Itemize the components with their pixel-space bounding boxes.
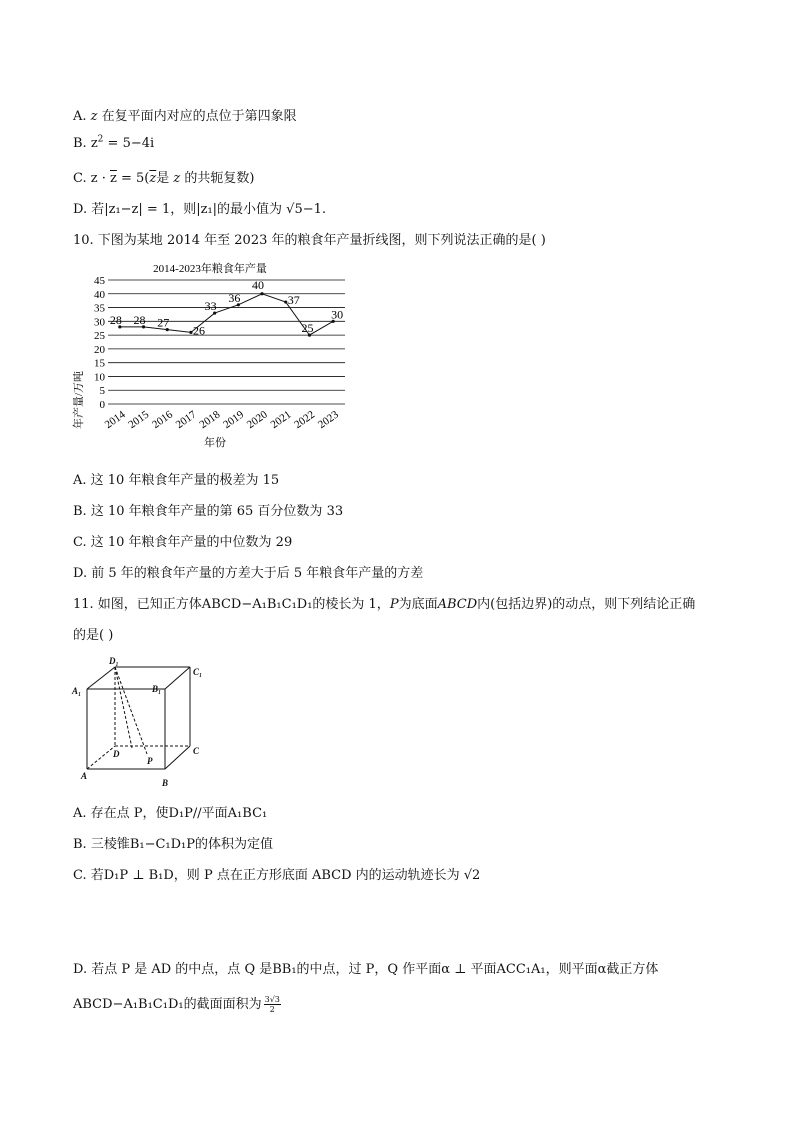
chart-grid — [108, 277, 345, 404]
cube-label-p: P — [147, 756, 153, 766]
chart-y-ticks — [94, 275, 106, 411]
chart-y-tick-label: 35 — [94, 302, 105, 315]
chart-y-tick-label: 15 — [94, 357, 105, 370]
option-b-text: = 5−4i — [103, 136, 155, 151]
option-a-text: 在复平面内对应的点位于第四象限 — [97, 109, 297, 124]
chart-data-label: 33 — [204, 299, 217, 314]
grain-production-chart — [70, 258, 360, 458]
chart-x-tick-label: 2020 — [244, 408, 270, 432]
chart-x-tick-label: 2015 — [126, 408, 152, 432]
chart-point — [260, 292, 263, 295]
cube-label-b: B — [162, 778, 169, 788]
q11-option-d-text: ABCD−A₁B₁C₁D₁的截面面积为 — [73, 997, 262, 1012]
q11-stem-line2: 的是( ) — [73, 628, 114, 643]
chart-data-label: 28 — [133, 312, 146, 327]
cube-label-d1: D₁ — [109, 656, 119, 666]
chart-y-tick-label: 0 — [99, 399, 105, 411]
q11-option-b: B. 三棱锥B₁−C₁D₁P的体积为定值 — [73, 837, 274, 852]
option-c-zbar2: $\overline{z}$ — [149, 171, 157, 186]
q11-option-a: A. 存在点 P，使D₁P//平面A₁BC₁ — [73, 806, 268, 821]
q10-option-b: B. 这 10 年粮食年产量的第 65 百分位数为 33 — [73, 504, 344, 519]
cube-figure — [70, 652, 210, 792]
chart-data-label: 40 — [252, 277, 265, 292]
chart-x-label: 年份 — [204, 437, 226, 449]
q10-option-a: A. 这 10 年粮食年产量的极差为 15 — [73, 473, 280, 488]
cube-label-c: C — [193, 746, 200, 756]
chart-x-ticks — [103, 408, 342, 431]
cube-label-d: D — [113, 749, 120, 759]
option-c-text: 是 — [156, 171, 174, 186]
q9-option-b — [73, 136, 154, 151]
cube-label-b1: B₁ — [152, 684, 162, 694]
chart-title: 2014-2023年粮食年产量 — [153, 263, 267, 275]
cube-label-a: A — [81, 771, 88, 781]
q11-option-d-fraction — [264, 995, 281, 1014]
q11-option-c: C. 若D₁P ⊥ B₁D，则 P 点在正方形底面 ABCD 内的运动轨迹长为 √2 — [73, 868, 481, 883]
option-c-zbar: $\overline{z}$ — [110, 171, 117, 186]
chart-data-label: 25 — [301, 321, 314, 336]
cube-label-c1: C₁ — [193, 667, 203, 677]
q11-stem-p: P — [389, 597, 399, 612]
chart-data-label: 26 — [192, 323, 205, 338]
fraction-denominator: 2 — [269, 1005, 275, 1014]
option-b-prefix: B. z — [73, 136, 98, 151]
q11-stem-part1: 11. 如图，已知正方体ABCD−A₁B₁C₁D₁的棱长为 1， — [73, 597, 390, 612]
chart-data-label: 36 — [228, 290, 241, 305]
chart-data-label: 27 — [157, 315, 170, 330]
chart-data-label: 30 — [331, 307, 344, 322]
chart-x-tick-label: 2023 — [315, 408, 341, 432]
chart-y-tick-label: 10 — [94, 371, 105, 384]
option-c-prefix: C. z · — [73, 171, 110, 186]
option-a-var: z — [90, 109, 98, 124]
chart-x-tick-label: 2014 — [102, 408, 128, 432]
chart-y-tick-label: 5 — [99, 385, 105, 398]
chart-y-label: 年产量/万吨 — [73, 370, 85, 430]
chart-x-tick-label: 2018 — [197, 408, 223, 432]
q9-option-c — [73, 167, 254, 186]
chart-x-tick-label: 2016 — [150, 408, 175, 432]
chart-y-tick-label: 45 — [94, 275, 105, 287]
q9-option-a — [73, 105, 297, 124]
chart-y-tick-label: 25 — [94, 330, 105, 343]
option-a-prefix: A. — [73, 109, 91, 124]
q11-stem-end: 内(包括边界)的动点，则下列结论正确 — [477, 597, 696, 612]
chart-x-tick-label: 2019 — [221, 408, 247, 432]
q10-option-d: D. 前 5 年的粮食年产量的方差大于后 5 年粮食年产量的方差 — [73, 566, 424, 581]
option-b-exponent: 2 — [97, 134, 104, 145]
option-c-end: 的共轭复数) — [180, 171, 255, 186]
option-c-var: z — [173, 171, 181, 186]
q11-option-d-line1: D. 若点 P 是 AD 的中点，点 Q 是BB₁的中点，过 P，Q 作平面α ⊥ 平面ACC₁A₁，则平面α截正方体 — [73, 962, 659, 977]
q11-stem-mid: 为底面 — [398, 597, 438, 612]
chart-y-tick-label: 40 — [94, 288, 105, 301]
chart-data-label: 37 — [287, 293, 300, 308]
fraction-numerator: 3√3 — [264, 995, 280, 1004]
chart-data-label: 28 — [109, 312, 122, 327]
q10-stem: 10. 下图为某地 2014 年至 2023 年的粮食年产量折线图，则下列说法正确的是( ) — [73, 233, 546, 248]
q11-stem-abcd: ABCD — [437, 597, 478, 612]
cube-label-a1: A₁ — [72, 686, 82, 696]
chart-x-tick-label: 2022 — [292, 408, 318, 432]
q11-option-d-line2 — [73, 993, 281, 1014]
q11-stem-line1 — [73, 593, 695, 612]
chart-y-tick-label: 20 — [94, 343, 105, 356]
chart-x-tick-label: 2017 — [173, 408, 199, 432]
q10-option-c: C. 这 10 年粮食年产量的中位数为 29 — [73, 535, 293, 550]
chart-y-tick-label: 30 — [94, 316, 105, 329]
q9-option-d: D. 若|z₁−z| = 1，则|z₁|的最小值为 √5−1. — [73, 202, 327, 217]
chart-x-tick-label: 2021 — [268, 408, 294, 432]
option-c-mid: = 5( — [116, 171, 150, 186]
